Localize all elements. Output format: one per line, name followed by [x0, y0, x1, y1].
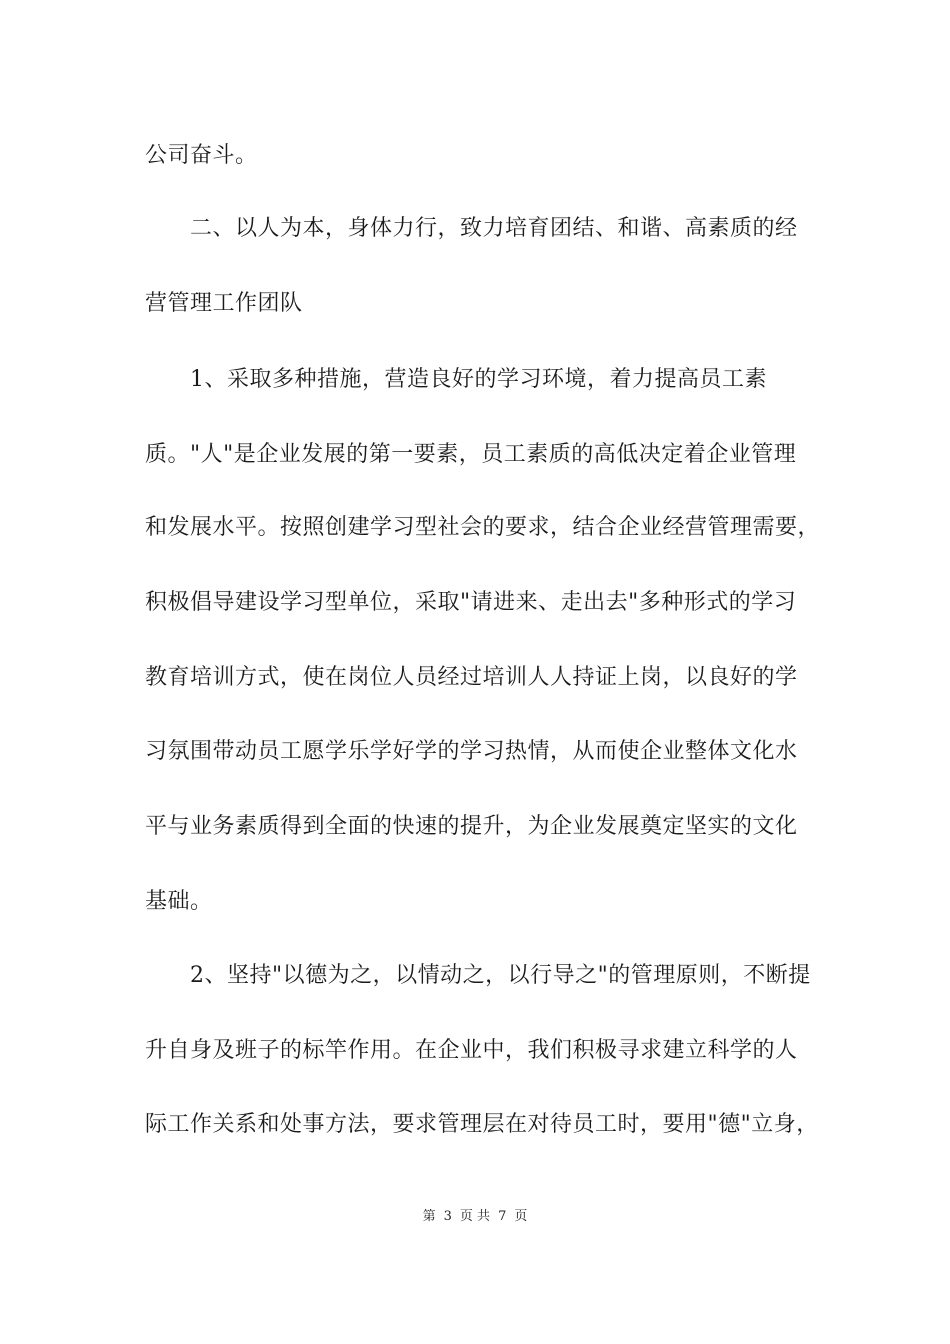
text-line: 升自身及班子的标竿作用。在企业中，我们积极寻求建立科学的人: [145, 1038, 798, 1063]
text-line: 公司奋斗。: [145, 143, 258, 168]
page-label-middle: 页 共: [459, 1209, 491, 1224]
page-label-suffix: 页: [514, 1209, 528, 1224]
text-line: 质。"人"是企业发展的第一要素，员工素质的高低决定着企业管理: [145, 442, 797, 467]
text-line: 2、坚持"以德为之，以情动之，以行导之"的管理原则，不断提: [190, 963, 811, 988]
page-label-prefix: 第: [422, 1209, 436, 1224]
text-line: 积极倡导建设学习型单位，采取"请进来、走出去"多种形式的学习: [145, 590, 797, 615]
text-line: 1、采取多种措施，营造良好的学习环境，着力提高员工素: [190, 367, 767, 392]
text-line: 和发展水平。按照创建学习型社会的要求，结合企业经营管理需要，: [145, 515, 821, 540]
text-line: 际工作关系和处事方法，要求管理层在对待员工时，要用"德"立身，: [145, 1112, 819, 1137]
text-line: 平与业务素质得到全面的快速的提升，为企业发展奠定坚实的文化: [145, 814, 798, 839]
page-footer: [0, 1208, 950, 1226]
current-page-number: 3: [443, 1209, 452, 1224]
text-line: 习氛围带动员工愿学乐学好学的学习热情，从而使企业整体文化水: [145, 739, 798, 764]
text-line: 教育培训方式，使在岗位人员经过培训人人持证上岗，以良好的学: [145, 665, 798, 690]
section-heading-line: 营管理工作团队: [145, 291, 303, 316]
section-heading-line: 二、以人为本，身体力行，致力培育团结、和谐、高素质的经: [190, 216, 798, 241]
text-line: 基础。: [145, 889, 213, 914]
total-page-count: 7: [498, 1209, 507, 1224]
